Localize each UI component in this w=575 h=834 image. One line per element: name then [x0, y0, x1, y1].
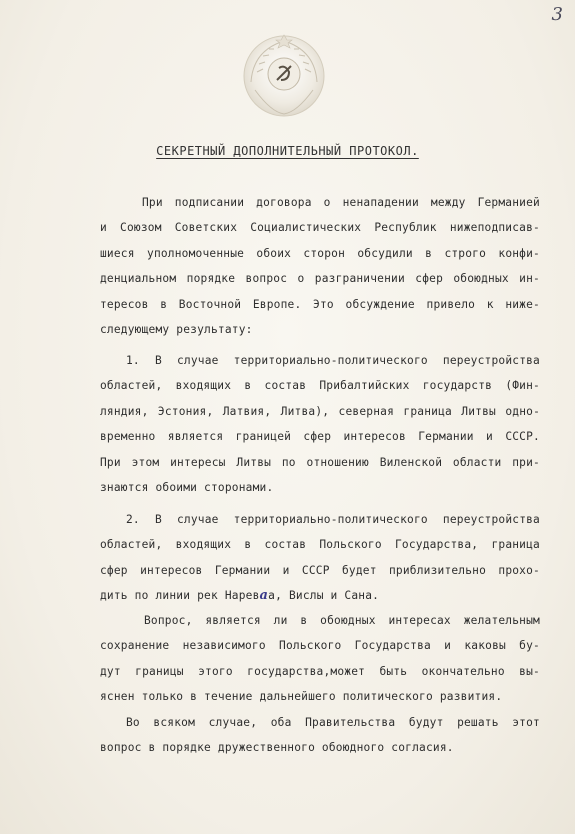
- conclusion-paragraph: [100, 710, 540, 761]
- text-segment: а, Вислы и Сана.: [268, 589, 380, 603]
- text-line: сохранение независимого Польского Государства и каковы бу-: [100, 639, 540, 653]
- document-body: [100, 190, 540, 342]
- point-2-section: [100, 507, 540, 609]
- text-line: шиеся уполномоченные обоих сторон обсудили в строго конфи-: [100, 246, 540, 260]
- text-line: Во всяком случае, оба Правительства будут решать этот: [126, 716, 540, 729]
- text-line: временно является границей сфер интересов Германии и СССР.: [100, 430, 540, 444]
- text-segment: дить по линии рек Нарев: [100, 589, 260, 603]
- text-line: денциальном порядке вопрос о разграничении сфер обоюдных ин-: [100, 272, 540, 286]
- text-line: 2. В случае территориально-политического переустройства: [126, 513, 540, 526]
- text-line: областей, входящих в состав Польского Государства, граница: [100, 538, 540, 552]
- text-line: следующему результату:: [100, 323, 253, 337]
- intro-paragraph: [100, 190, 540, 342]
- text-line: 1. В случае территориально-политического переустройства: [126, 354, 540, 367]
- point-1-section: [100, 348, 540, 500]
- text-line: и Союзом Советских Социалистических Республик нижеподписав-: [100, 221, 540, 235]
- text-line: [100, 583, 540, 608]
- question-section: [100, 608, 540, 710]
- text-line: ляндия, Эстония, Латвия, Литва), северная граница Литвы одно-: [100, 404, 540, 418]
- conclusion-section: [100, 710, 540, 761]
- text-line: сфер интересов Германии и СССР будет приблизительно прохо-: [100, 563, 540, 577]
- handwritten-correction: а: [259, 588, 269, 604]
- question-paragraph: [100, 608, 540, 710]
- document-title: СЕКРЕТНЫЙ ДОПОЛНИТЕЛЬНЫЙ ПРОТОКОЛ.: [156, 144, 419, 158]
- point-1-paragraph: [100, 348, 540, 500]
- text-line: При подписании договора о ненападении между Германией: [142, 196, 540, 209]
- text-line: областей, входящих в состав Прибалтийских государств (Фин-: [100, 379, 540, 393]
- text-line: тересов в Восточной Европе. Это обсуждение привело к ниже-: [100, 297, 540, 311]
- point-2-paragraph: [100, 507, 540, 609]
- page-number: 3: [551, 4, 563, 25]
- state-emblem-seal: [241, 32, 327, 118]
- text-line: При этом интересы Литвы по отношению Виленской области при-: [100, 455, 540, 469]
- text-line: вопрос в порядке дружественного обоюдного согласия.: [100, 741, 454, 755]
- text-line: Вопрос, является ли в обоюдных интересах желательным: [144, 614, 540, 627]
- text-line: знаются обоими сторонами.: [100, 481, 274, 495]
- text-line: яснен только в течение дальнейшего политического развития.: [100, 690, 503, 704]
- text-line: дут границы этого государства,может быть окончательно вы-: [100, 664, 540, 678]
